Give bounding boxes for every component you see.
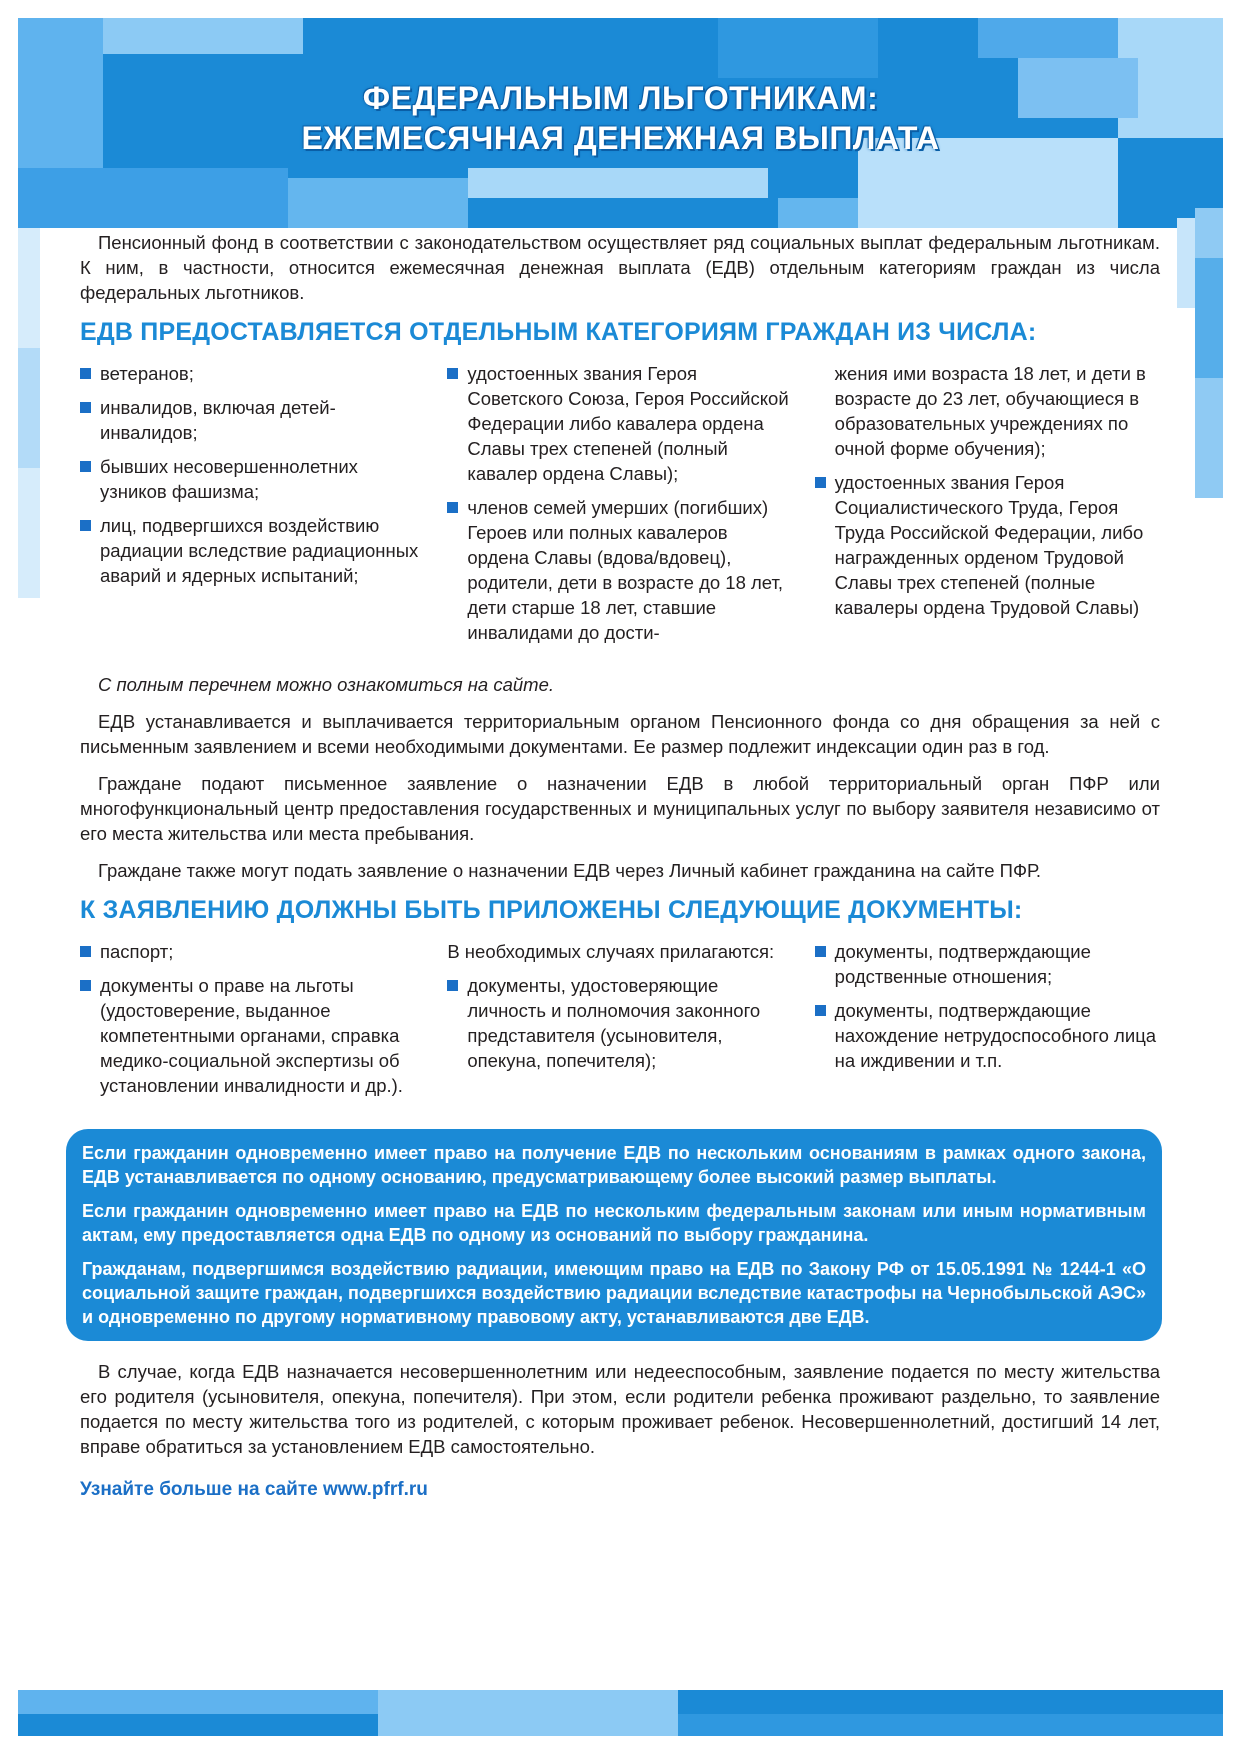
body-paragraph: Граждане также могут подать заявление о назначении ЕДВ через Личный кабинет гражданина на сайте ПФР. [98, 860, 1042, 881]
intro-paragraph: Пенсионный фонд в соответствии с законодательством осуществляет ряд социальных выплат федеральным льготникам. К ним, в частности, относится ежемесячная денежная выплата (ЕДВ) отдельным категориям граждан из числа федеральных льготников. [80, 232, 1160, 303]
list-item: лиц, подвергшихся воздействию радиации вследствие радиационных аварий и ядерных испытаний; [80, 513, 425, 588]
list-item: документы о праве на льготы (удостоверение, выданное компетентными органами, справка медико-социальной экспертизы об установлении инвалидности и др.). [80, 973, 425, 1098]
page-title: ФЕДЕРАЛЬНЫМ ЛЬГОТНИКАМ: ЕЖЕМЕСЯЧНАЯ ДЕНЕЖНАЯ ВЫПЛАТА [301, 80, 940, 156]
list-item: членов семей умерших (погибших) Героев или полных кавалеров ордена Славы (вдова/вдовец), родители, дети в возрасте до 18 лет, дети старше 18 лет, ставшие инвалидами до дости- [447, 495, 792, 645]
list-continuation: жения ими возраста 18 лет, и дети в возрасте до 23 лет, обучающиеся в образовательных учреждениях по очной форме обучения); [834, 363, 1146, 459]
list-item: паспорт; [80, 939, 425, 964]
list-item: инвалидов, включая детей-инвалидов; [80, 395, 425, 445]
website-link[interactable]: Узнайте больше на сайте www.pfrf.ru [80, 1479, 428, 1500]
note-italic: С полным перечнем можно ознакомиться на сайте. [98, 674, 555, 695]
body-paragraph: ЕДВ устанавливается и выплачивается территориальным органом Пенсионного фонда со дня обращения за ней с письменным заявлением и всеми необходимыми документами. Ее размер подлежит индексации один раз в год. [80, 711, 1160, 757]
list-lead: В необходимых случаях прилагаются: [447, 941, 775, 962]
list-item: удостоенных звания Героя Советского Союза, Героя Российской Федерации либо кавалера ордена Славы трех степеней (полный кавалер ордена Славы); [447, 361, 792, 486]
section2-columns [80, 939, 1160, 1107]
callout-paragraph: Если гражданин одновременно имеет право на получение ЕДВ по нескольким основаниям в рамках одного закона, ЕДВ устанавливается по одному основанию, предусматривающему более высокий размер выплаты. [82, 1143, 1146, 1187]
section2-heading: К ЗАЯВЛЕНИЮ ДОЛЖНЫ БЫТЬ ПРИЛОЖЕНЫ СЛЕДУЮЩИЕ ДОКУМЕНТЫ: [80, 896, 1023, 924]
section1-columns [80, 361, 1160, 654]
list-item: документы, удостоверяющие личность и полномочия законного представителя (усыновителя, опекуна, попечителя); [447, 973, 792, 1073]
body-paragraph: Граждане подают письменное заявление о назначении ЕДВ в любой территориальный орган ПФР или многофункциональный центр предоставления государственных и муниципальных услуг по выбору заявителя независимо от его места жительства или места пребывания. [80, 773, 1160, 844]
callout-paragraph: Гражданам, подвергшимся воздействию радиации, имеющим право на ЕДВ по Закону РФ от 15.05.1991 № 1244-1 «О социальной защите граждан, подвергшихся воздействию радиации вследствие катастрофы на Чернобыльской АЭС» и одновременно по другому нормативному правовому акту, устанавливаются две ЕДВ. [82, 1259, 1146, 1327]
list-item: бывших несовершеннолетних узников фашизма; [80, 454, 425, 504]
list-item: документы, подтверждающие нахождение нетрудоспособного лица на иждивении и т.п. [815, 998, 1160, 1073]
closing-paragraph: В случае, когда ЕДВ назначается несовершеннолетним или недееспособным, заявление подается по месту жительства его родителя (усыновителя, опекуна, попечителя). При этом, если родители ребенка проживают раздельно, то заявление подается по месту жительства того из родителей, с которым проживает ребенок. Несовершеннолетний, достигший 14 лет, вправе обратиться за установлением ЕДВ самостоятельно. [80, 1361, 1160, 1457]
list-item: удостоенных звания Героя Социалистического Труда, Героя Труда Российской Федерации, либо награжденных орденом Трудовой Славы трех степеней (полные кавалеры ордена Трудовой Славы) [815, 470, 1160, 620]
footer-band [18, 1690, 1223, 1736]
section1-heading: ЕДВ ПРЕДОСТАВЛЯЕТСЯ ОТДЕЛЬНЫМ КАТЕГОРИЯМ ГРАЖДАН ИЗ ЧИСЛА: [80, 318, 1037, 346]
list-item: ветеранов; [80, 361, 425, 386]
content [80, 230, 1160, 1502]
info-callout [66, 1129, 1162, 1341]
header-banner [18, 18, 1223, 228]
list-item: документы, подтверждающие родственные отношения; [815, 939, 1160, 989]
callout-paragraph: Если гражданин одновременно имеет право на ЕДВ по нескольким федеральным законам или иным нормативным актам, ему предоставляется одна ЕДВ по одному из оснований по выбору гражданина. [82, 1201, 1146, 1245]
page [18, 18, 1223, 1736]
